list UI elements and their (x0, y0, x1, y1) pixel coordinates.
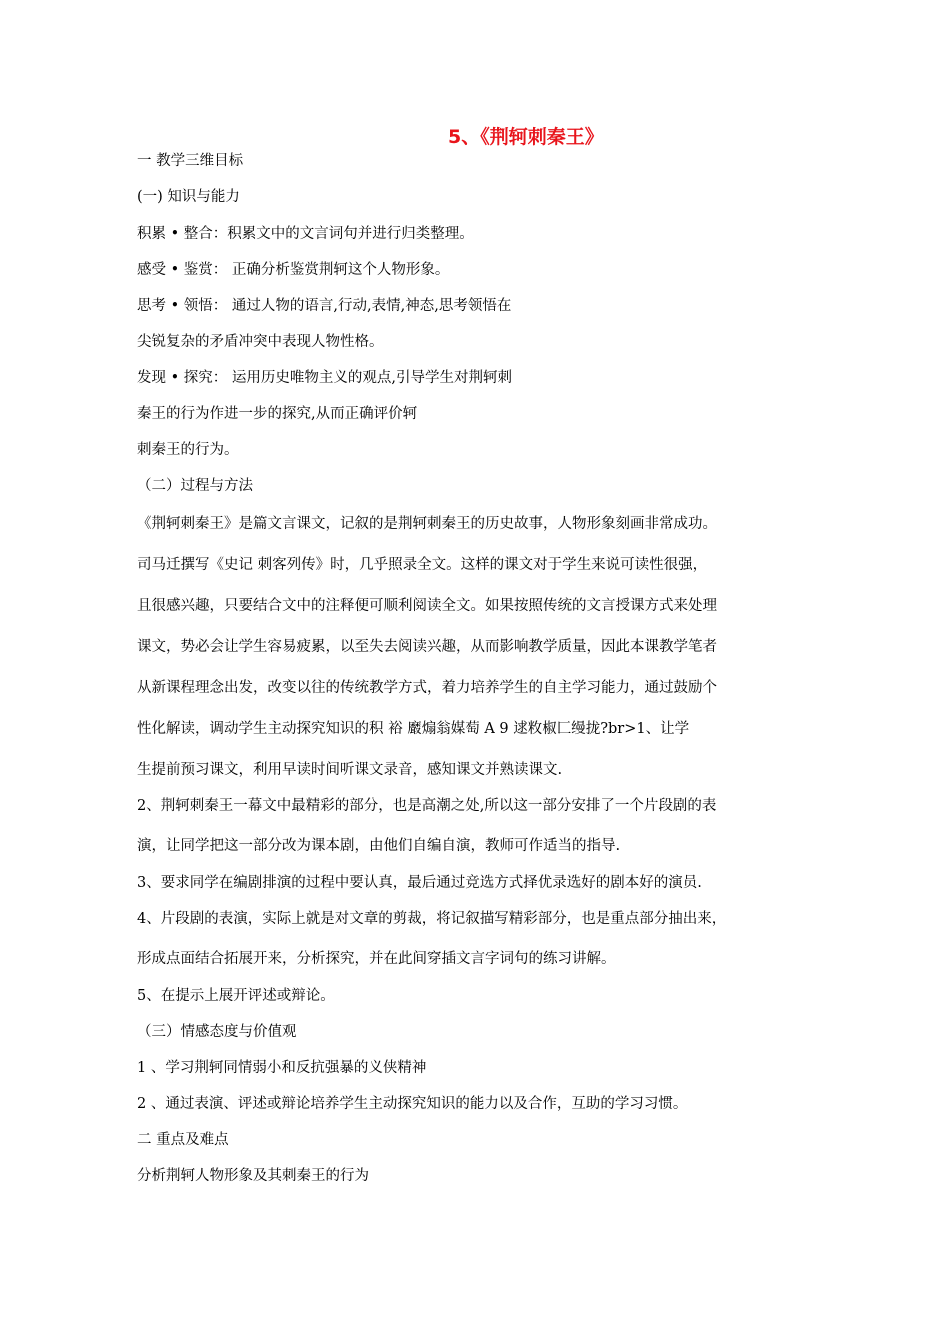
key-points-text: 分析荆轲人物形象及其刺秦王的行为 (137, 1168, 369, 1184)
paragraph-line: 生提前预习课文，利用早读时间听课文录音，感知课文并熟读课文. (137, 762, 563, 778)
objective-explore-cont-1: 秦王的行为作进一步的探究,从而正确评价轲 (137, 406, 418, 422)
subheading-knowledge-ability: (一) 知识与能力 (137, 189, 240, 205)
list-item-2-cont: 演，让同学把这一部分改为课本剧，由他们自编自演，教师可作适当的指导. (137, 838, 621, 854)
heading-objectives: 一 教学三维目标 (137, 153, 244, 169)
paragraph-line: 从新课程理念出发，改变以往的传统教学方式，着力培养学生的自主学习能力，通过鼓励个 (137, 680, 717, 696)
list-item-3: 3、要求同学在编剧排演的过程中要认真，最后通过竞选方式择优录选好的剧本好的演员. (137, 875, 702, 891)
document-title: 5、《荆轲刺秦王》 (448, 126, 604, 148)
paragraph-line: 司马迁撰写《史记 刺客列传》时，几乎照录全文。这样的课文对于学生来说可读性很强， (137, 557, 708, 573)
objective-think: 思考 • 领悟： 通过人物的语言,行动,表情,神态,思考领悟在 (137, 298, 512, 314)
list-item-2: 2、荆轲刺秦王一幕文中最精彩的部分，也是高潮之处,所以这一部分安排了一个片段剧的表 (137, 798, 717, 814)
objective-think-cont: 尖锐复杂的矛盾冲突中表现人物性格。 (137, 334, 384, 350)
value-item-1: 1 、学习荆轲同情弱小和反抗强暴的义侠精神 (137, 1060, 427, 1076)
subheading-emotion-values: （三）情感态度与价值观 (137, 1024, 297, 1040)
objective-explore: 发现 • 探究： 运用历史唯物主义的观点,引导学生对荆轲刺 (137, 370, 512, 386)
subheading-process-method: （二）过程与方法 (137, 478, 253, 494)
list-item-4-cont: 形成点面结合拓展开来，分析探究，并在此间穿插文言字词句的练习讲解。 (137, 951, 616, 967)
paragraph-line: 课文，势必会让学生容易疲累，以至失去阅读兴趣，从而影响教学质量，因此本课教学笔者 (137, 639, 717, 655)
list-item-4: 4、片段剧的表演，实际上就是对文章的剪裁，将记叙描写精彩部分，也是重点部分抽出来， (137, 911, 727, 927)
paragraph-line: 且很感兴趣，只要结合文中的注释便可顺利阅读全文。如果按照传统的文言授课方式来处理 (137, 598, 717, 614)
objective-explore-cont-2: 刺秦王的行为。 (137, 442, 239, 458)
objective-accumulate: 积累 • 整合：积累文中的文言词句并进行归类整理。 (137, 226, 474, 242)
paragraph-line: 《荆轲刺秦王》是篇文言课文，记叙的是荆轲刺秦王的历史故事，人物形象刻画非常成功。 (137, 516, 717, 532)
objective-appreciate: 感受 • 鉴赏： 正确分析鉴赏荆轲这个人物形象。 (137, 262, 450, 278)
list-item-5: 5、在提示上展开评述或辩论。 (137, 988, 335, 1004)
paragraph-line: 性化解读，调动学生主动探究知识的积 裕 黀煽翁媒萄 A 9 逑敉椒匚缦拢?br>1、让学 (137, 721, 690, 737)
value-item-2: 2 、通过表演、评述或辩论培养学生主动探究知识的能力以及合作，互助的学习习惯。 (137, 1096, 688, 1112)
heading-key-points: 二 重点及难点 (137, 1132, 229, 1148)
